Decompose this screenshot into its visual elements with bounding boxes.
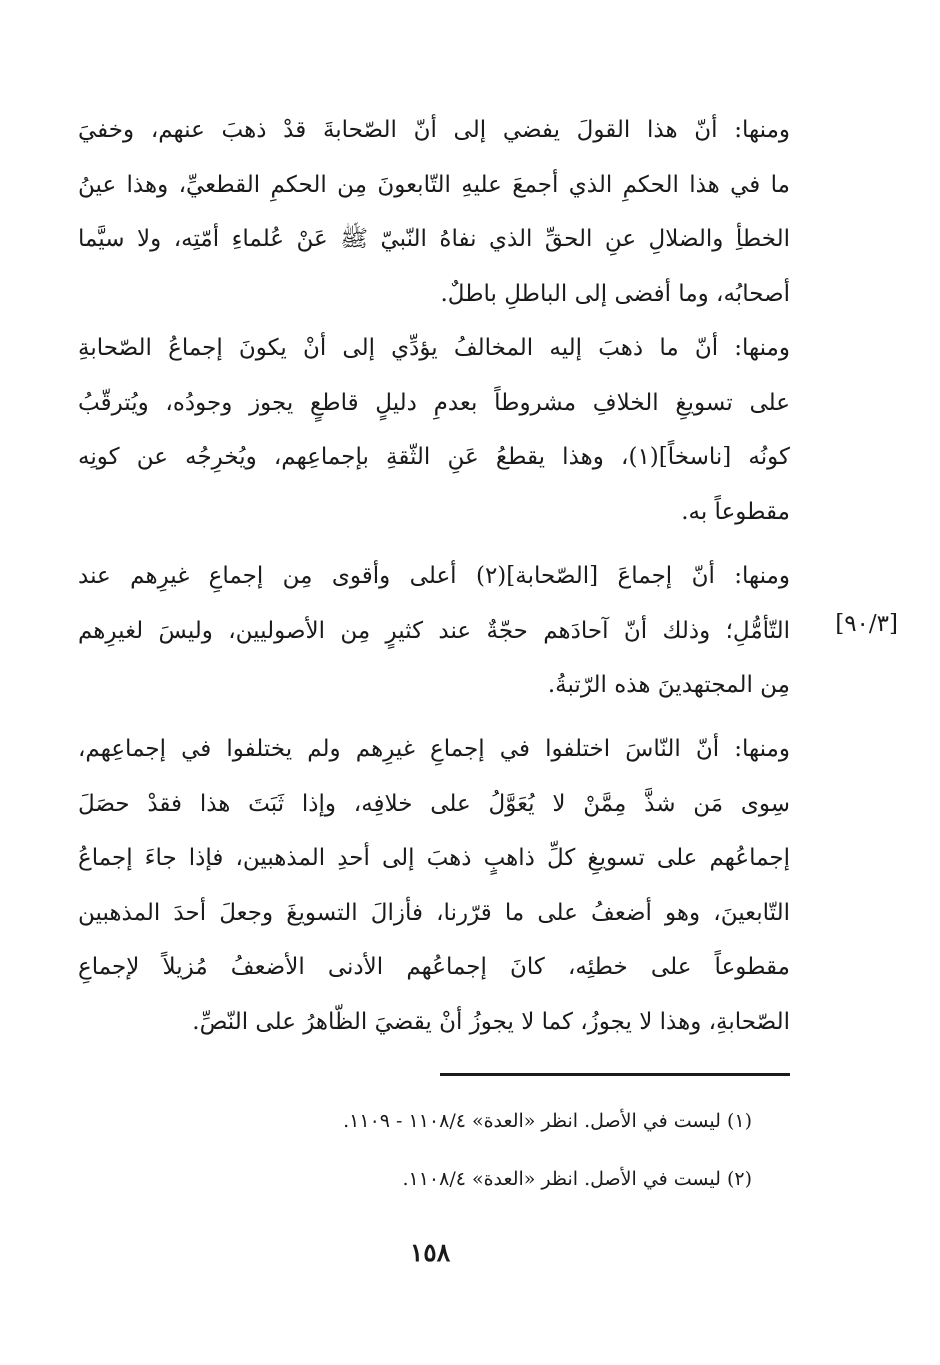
paragraph-3 — [78, 549, 790, 713]
margin-reference: [٩٠/٣] — [835, 611, 898, 637]
footnote-1: (١) ليست في الأصل. انظر «العدة» ١١٠٨/٤ - ١١٠٩. — [343, 1110, 752, 1132]
paragraph-line: ومنها: أنّ النّاسَ اختلفوا في إجماعِ غيرِهم ولم يختلفوا في إجماعِهم، — [78, 736, 790, 762]
paragraph-line: مقطوعاً على خطئِه، كانَ إجماعُهم الأدنى الأضعفُ مُزيلاً لإجماعِ — [78, 954, 790, 980]
paragraph-line: التّأمُّلِ؛ وذلك أنّ آحادَهم حجّةٌ عند كثيرٍ مِن الأصوليين، وليسَ لغيرِهم — [78, 617, 790, 644]
paragraph-line: أصحابُه، وما أفضى إلى الباطلِ باطلٌ. — [440, 280, 790, 307]
paragraph-line: ومنها: أنّ هذا القولَ يفضي إلى أنّ الصّحابةَ قدْ ذهبَ عنهم، وخفيَ — [78, 117, 790, 143]
paragraph-line: سِوى مَن شذَّ مِمَّنْ لا يُعَوَّلُ على خلافِه، وإذا ثَبَتَ هذا فقدْ حصَلَ — [78, 790, 790, 817]
paragraph-line: مِن المجتهدينَ هذه الرّتبةُ. — [547, 672, 790, 698]
paragraph-1 — [78, 103, 790, 321]
paragraph-line: ومنها: أنّ ما ذهبَ إليه المخالفُ يؤدِّي إلى أنْ يكونَ إجماعُ الصّحابةِ — [78, 335, 790, 361]
paragraph-line: ما في هذا الحكمِ الذي أجمعَ عليهِ التّابعونَ مِن الحكمِ القطعيِّ، وهذا عينُ — [78, 171, 790, 198]
paragraph-line: الصّحابةِ، وهذا لا يجوزُ، كما لا يجوزُ أنْ يقضيَ الظّاهرُ على النّصِّ. — [192, 1008, 790, 1035]
paragraph-line: على تسويغِ الخلافِ مشروطاً بعدمِ دليلٍ قاطعٍ يجوز وجودُه، ويُترقّبُ — [78, 389, 790, 416]
paragraph-line: كونُه [ناسخاً](١)، وهذا يقطعُ عَنِ الثّقةِ بإجماعِهم، ويُخرِجُه عن كونِه — [78, 444, 790, 470]
footnote-2: (٢) ليست في الأصل. انظر «العدة» ١١٠٨/٤. — [402, 1168, 752, 1190]
paragraph-line: ومنها: أنّ إجماعَ [الصّحابة](٢) أعلى وأقوى مِن إجماعِ غيرِهم عند — [78, 563, 790, 589]
page-number: ١٥٨ — [409, 1238, 451, 1267]
footnote-divider — [440, 1073, 790, 1076]
paragraph-line: إجماعُهم على تسويغِ كلِّ ذاهبٍ ذهبَ إلى أحدِ المذهبين، فإذا جاءَ إجماعُ — [78, 845, 790, 871]
paragraph-line: مقطوعاً به. — [681, 498, 790, 525]
paragraph-2 — [78, 321, 790, 539]
footnotes — [192, 1092, 752, 1208]
paragraph-line: الخطأِ والضلالِ عنِ الحقِّ الذي نفاهُ النّبيّ ﷺ عَنْ عُلماءِ أمّتِه، ولا سيَّما — [78, 226, 790, 252]
paragraph-line: التّابعينَ، وهو أضعفُ على ما قرّرنا، فأزالَ التسويغَ وجعلَ أحدَ المذهبين — [78, 899, 790, 926]
paragraph-4 — [78, 722, 790, 1049]
